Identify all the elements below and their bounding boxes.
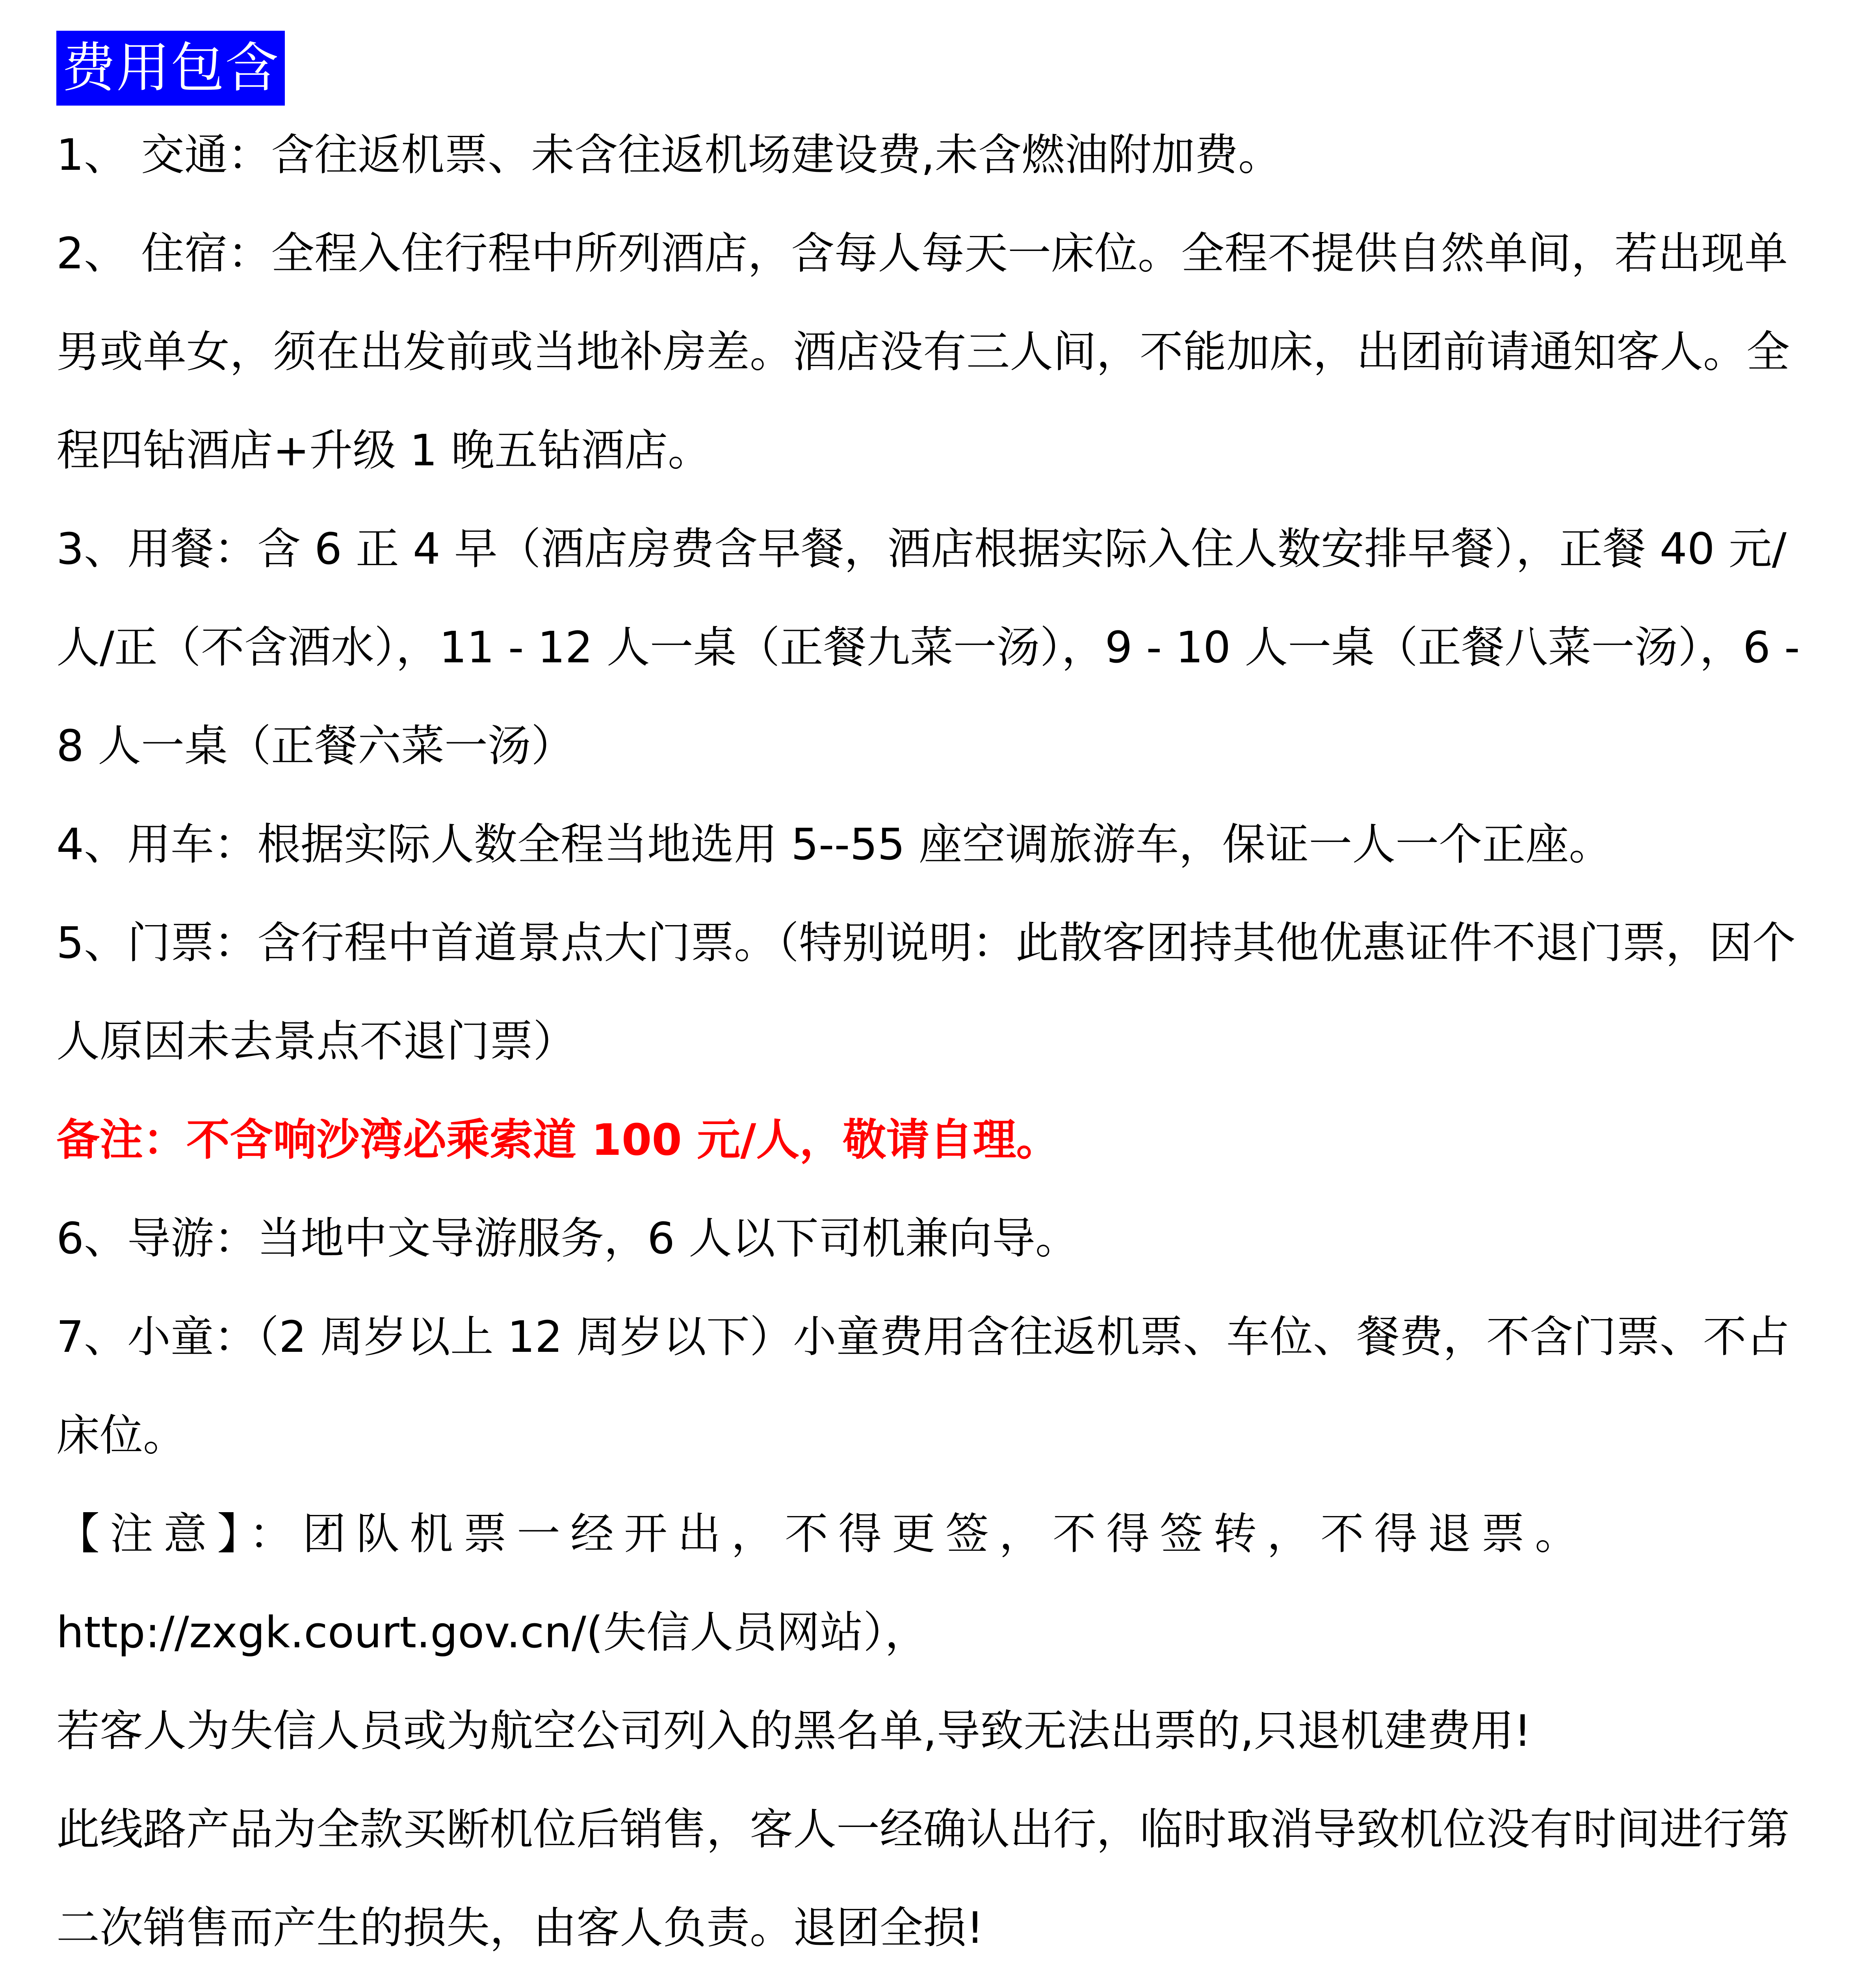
included-item-transport: 1、 交通：含往返机票、未含往返机场建设费,未含燃油附加费。 xyxy=(56,130,1282,180)
included-item-guide: 6、导游：当地中文导游服务，6 人以下司机兼向导。 xyxy=(56,1213,1079,1264)
attention-notice: 【注意】：团队机票一经开出，不得更签，不得签转，不得退票。 xyxy=(56,1509,1588,1559)
included-item-meals: 3、用餐：含 6 正 4 早（酒店房费含早餐，酒店根据实际入住人数安排早餐），正餐 40 元/人/正（不含酒水），11 - 12 人一桌（正餐九菜一汤），9 - 10 人一桌（正餐八菜一汤），6 - 8 人一桌（正餐六菜一汤） xyxy=(56,524,1800,771)
included-item-vehicle: 4、用车：根据实际人数全程当地选用 5--55 座空调旅游车，保证一人一个正座。 xyxy=(56,819,1612,870)
section-header-fees-included: 费用包含 xyxy=(56,31,285,106)
included-note: 备注：不含响沙湾必乘索道 100 元/人，敬请自理。 xyxy=(56,1115,1060,1165)
refund-policy: 此线路产品为全款买断机位后销售，客人一经确认出行，临时取消导致机位没有时间进行第二次销售而产生的损失，由客人负责。退团全损! xyxy=(56,1804,1790,1953)
included-item-tickets: 5、门票：含行程中首道景点大门票。（特别说明：此散客团持其他优惠证件不退门票，因个人原因未去景点不退门票） xyxy=(56,918,1796,1067)
included-item-children: 7、小童：（2 周岁以上 12 周岁以下）小童费用含往返机票、车位、餐费，不含门票、不占床位。 xyxy=(56,1312,1790,1461)
dishonest-persons-url: http://zxgk.court.gov.cn/(失信人员网站）， xyxy=(56,1607,928,1658)
document-page xyxy=(56,31,1820,1970)
included-item-accommodation: 2、 住宿：全程入住行程中所列酒店，含每人每天一床位。全程不提供自然单间，若出现单男或单女，须在出发前或当地补房差。酒店没有三人间，不能加床，出团前请通知客人。全程四钻酒店+升级 1 晚五钻酒店。 xyxy=(56,228,1790,476)
blacklist-notice: 若客人为失信人员或为航空公司列入的黑名单,导致无法出票的,只退机建费用! xyxy=(56,1706,1532,1756)
